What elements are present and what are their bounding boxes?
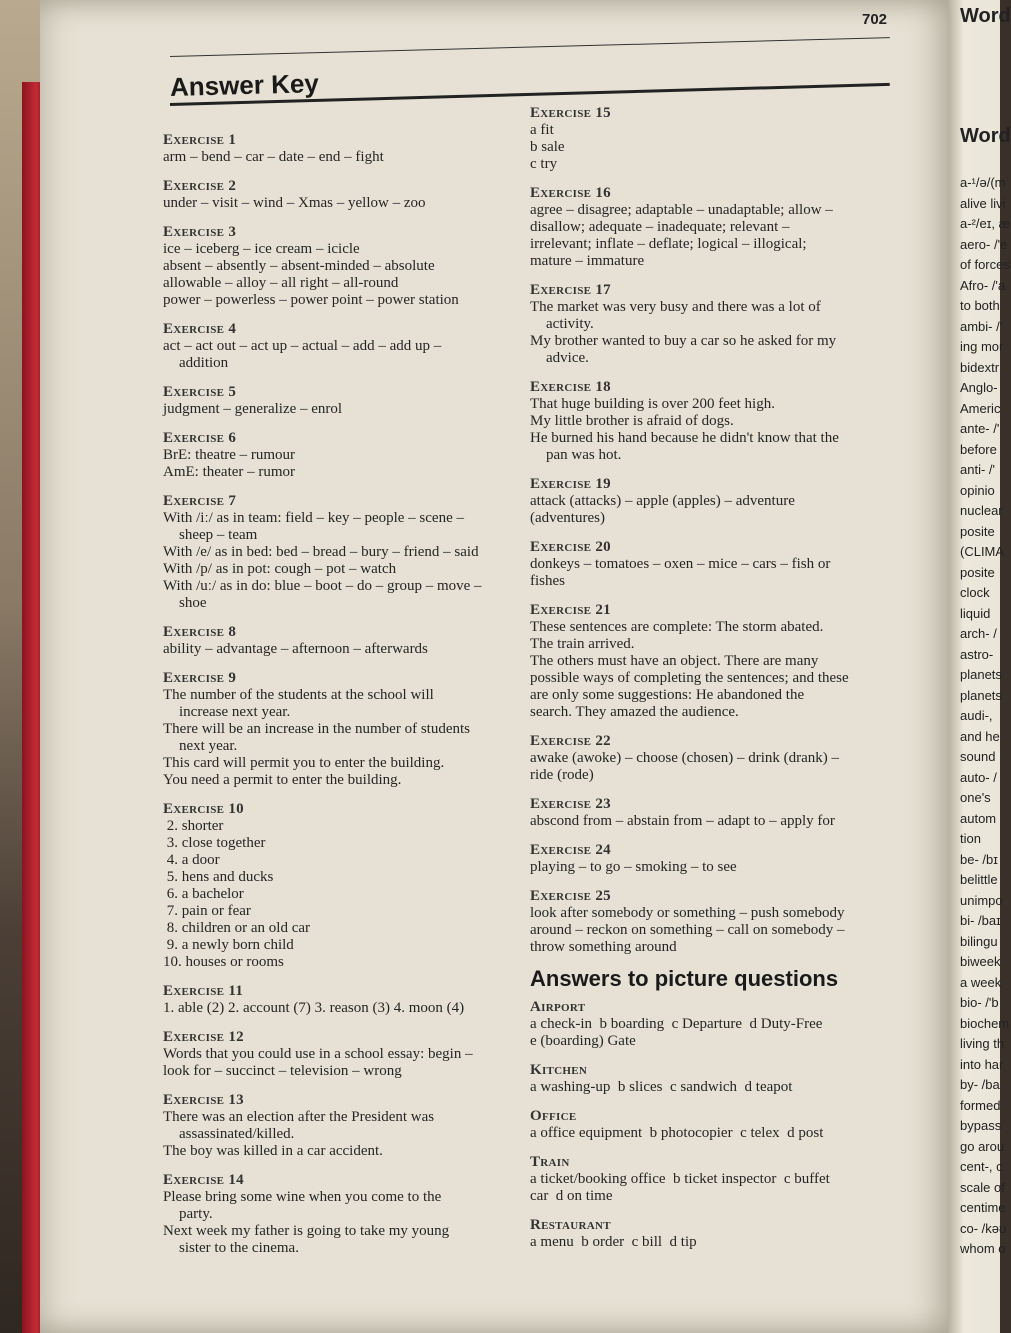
answer-line: look after somebody or something – push somebody bbox=[530, 905, 845, 921]
answer-line: irrelevant; inflate – deflate; logical – illogical; bbox=[530, 236, 807, 252]
facing-page-fragment: aero- /'e bbox=[960, 236, 1008, 252]
facing-page-fragment: living th bbox=[960, 1036, 1005, 1051]
exercise-heading: Exercise 5 bbox=[163, 384, 237, 400]
exercise-heading: Exercise 2 bbox=[163, 178, 237, 194]
answer-line: 5. hens and ducks bbox=[163, 869, 274, 885]
exercise-block bbox=[163, 624, 513, 658]
facing-page-fragment: Word bbox=[960, 125, 1011, 147]
answer-line: awake (awoke) – choose (chosen) – drink (drank) – bbox=[530, 750, 840, 766]
answer-line: addition bbox=[179, 355, 229, 371]
facing-page-fragment: opinio bbox=[960, 482, 995, 498]
answer-line: next year. bbox=[179, 738, 238, 754]
answer-line: a menu b order c bill d tip bbox=[530, 1234, 697, 1250]
answer-line: e (boarding) Gate bbox=[530, 1033, 636, 1049]
exercise-block bbox=[530, 733, 910, 784]
exercise-block bbox=[530, 185, 910, 270]
facing-page-fragment: bypass bbox=[960, 1118, 1002, 1133]
facing-page-fragment: unimpo bbox=[960, 892, 1003, 908]
exercise-block bbox=[163, 1029, 513, 1080]
facing-page-fragment: sound bbox=[960, 749, 996, 764]
exercise-heading: Exercise 15 bbox=[530, 105, 611, 121]
facing-page-fragment: alive livi bbox=[960, 195, 1006, 211]
facing-page-fragment: bidextr bbox=[960, 359, 1000, 375]
answer-line: abscond from – abstain from – adapt to – apply for bbox=[530, 813, 835, 829]
facing-page-fragment: arch- / bbox=[960, 626, 997, 641]
exercise-block bbox=[163, 1092, 513, 1160]
answer-line: a fit bbox=[530, 122, 554, 138]
exercise-heading: Exercise 21 bbox=[530, 602, 611, 618]
exercise-block bbox=[530, 888, 910, 956]
answer-line: possible ways of completing the sentences; and these bbox=[530, 670, 849, 686]
facing-page-fragment: astro- bbox=[960, 646, 994, 662]
picture-answer-block bbox=[530, 1154, 910, 1205]
answer-line: You need a permit to enter the building. bbox=[163, 772, 402, 788]
page-number: 702 bbox=[862, 11, 888, 28]
answer-line: 4. a door bbox=[163, 852, 220, 868]
answer-line: The number of the students at the school will bbox=[163, 687, 434, 703]
answer-line: 1. able (2) 2. account (7) 3. reason (3) 4. moon (4) bbox=[163, 1000, 465, 1016]
facing-page-fragment: posite bbox=[960, 564, 995, 580]
answer-line: ability – advantage – afternoon – afterwards bbox=[163, 641, 428, 657]
facing-page-fragment: planets bbox=[960, 687, 1002, 703]
answer-line: My brother wanted to buy a car so he asked for my bbox=[530, 333, 837, 349]
answer-line: ice – iceberg – ice cream – icicle bbox=[163, 241, 360, 257]
picture-answer-heading: Train bbox=[530, 1154, 570, 1170]
answer-line: The boy was killed in a car accident. bbox=[163, 1143, 383, 1159]
answer-line: The train arrived. bbox=[530, 636, 635, 652]
answer-line: b sale bbox=[530, 139, 565, 155]
picture-answer-heading: Office bbox=[530, 1108, 577, 1124]
exercise-block bbox=[163, 321, 513, 372]
facing-page-fragment: bi- /baɪ bbox=[960, 913, 1001, 928]
answer-line: a check-in b boarding c Departure d Duty-Free bbox=[530, 1016, 823, 1032]
facing-page-fragment: biochem bbox=[960, 1015, 1010, 1031]
exercise-block bbox=[163, 430, 513, 481]
exercise-block bbox=[163, 384, 513, 418]
exercise-block bbox=[530, 476, 910, 527]
exercise-heading: Exercise 14 bbox=[163, 1172, 244, 1188]
answer-line: The others must have an object. There are many bbox=[530, 653, 819, 669]
facing-page-fragment: before bbox=[960, 441, 997, 457]
answer-line: act – act out – act up – actual – add – add up – bbox=[163, 338, 442, 354]
facing-page-fragment: into har bbox=[960, 1056, 1004, 1072]
exercise-heading: Exercise 6 bbox=[163, 430, 237, 446]
answer-line: 2. shorter bbox=[163, 818, 224, 834]
exercise-heading: Exercise 23 bbox=[530, 796, 611, 812]
answer-line: With /e/ as in bed: bed – bread – bury – friend – said bbox=[163, 544, 479, 560]
facing-page-fragment: nuclear bbox=[960, 503, 1003, 518]
answer-line: judgment – generalize – enrol bbox=[163, 401, 343, 417]
facing-page-fragment: ing mor bbox=[960, 339, 1004, 354]
facing-page-fragment: tion bbox=[960, 831, 981, 846]
answer-line: absent – absently – absent-minded – absolute bbox=[163, 258, 435, 274]
exercise-heading: Exercise 13 bbox=[163, 1092, 244, 1108]
exercise-heading: Exercise 22 bbox=[530, 733, 611, 749]
facing-page-fragment: anti- /' bbox=[960, 462, 995, 477]
answer-line: sister to the cinema. bbox=[179, 1240, 299, 1256]
exercise-block bbox=[163, 132, 513, 166]
picture-answers-heading: Answers to picture questions bbox=[530, 966, 839, 991]
facing-page-fragment: a-¹/ə/(m bbox=[960, 175, 1006, 190]
facing-page-fragment: belittle bbox=[960, 872, 998, 887]
answer-line: 6. a bachelor bbox=[163, 886, 244, 902]
exercise-heading: Exercise 25 bbox=[530, 888, 611, 904]
exercise-block bbox=[163, 1172, 513, 1257]
exercise-heading: Exercise 17 bbox=[530, 282, 611, 298]
answer-line: mature – immature bbox=[530, 253, 645, 269]
facing-page-fragment: autom bbox=[960, 810, 997, 826]
answer-line: agree – disagree; adaptable – unadaptable; allow – bbox=[530, 202, 833, 218]
answer-line: There was an election after the President was bbox=[163, 1109, 435, 1125]
answer-line: This card will permit you to enter the building. bbox=[163, 755, 445, 771]
facing-page-fragment: bio- /'b bbox=[960, 995, 999, 1010]
answer-line: power – powerless – power point – power station bbox=[163, 292, 459, 308]
exercise-block bbox=[530, 539, 910, 590]
facing-page-fragment: of forces bbox=[960, 257, 1010, 272]
exercise-block bbox=[530, 602, 910, 721]
exercise-heading: Exercise 7 bbox=[163, 493, 237, 509]
exercise-heading: Exercise 4 bbox=[163, 321, 237, 337]
picture-answer-heading: Kitchen bbox=[530, 1062, 588, 1078]
facing-page-fragment: audi-, bbox=[960, 708, 993, 723]
facing-page-fragment: and he bbox=[960, 728, 1000, 744]
answer-line: a ticket/booking office b ticket inspector c buffet bbox=[530, 1171, 830, 1187]
picture-answer-block bbox=[530, 1062, 910, 1096]
answer-line: donkeys – tomatoes – oxen – mice – cars – fish or bbox=[530, 556, 831, 572]
exercise-heading: Exercise 16 bbox=[530, 185, 611, 201]
answer-line: These sentences are complete: The storm abated. bbox=[530, 619, 824, 635]
facing-page-fragment: (CLIMA bbox=[960, 544, 1005, 559]
answer-line: ride (rode) bbox=[530, 767, 594, 783]
facing-page-fragment: Americ bbox=[960, 400, 1001, 416]
exercise-block bbox=[163, 224, 513, 309]
facing-page-fragment: posite bbox=[960, 523, 995, 539]
facing-page-fragment: a week bbox=[960, 974, 1002, 990]
answer-line: 8. children or an old car bbox=[163, 920, 311, 936]
picture-answer-block bbox=[530, 1217, 910, 1251]
facing-page-fragment: by- /ba bbox=[960, 1077, 1000, 1092]
picture-answer-heading: Airport bbox=[530, 999, 586, 1015]
answer-line: disallow; adequate – inadequate; relevant – bbox=[530, 219, 790, 235]
answer-line: With /iː/ as in team: field – key – people – scene – bbox=[163, 510, 464, 526]
answer-line: AmE: theater – rumor bbox=[163, 464, 296, 480]
answer-line: around – reckon on something – call on somebody – bbox=[530, 922, 845, 938]
facing-page-fragment: co- /kəʊ bbox=[960, 1220, 1007, 1236]
facing-page-fragment: to both bbox=[960, 298, 1000, 313]
facing-page-fragment: biweek bbox=[960, 954, 1001, 969]
answer-line: advice. bbox=[546, 350, 589, 366]
facing-page-fragment: clock bbox=[960, 585, 990, 600]
answer-line: sheep – team bbox=[179, 527, 258, 543]
facing-page-fragment: Word bbox=[960, 5, 1011, 27]
exercise-heading: Exercise 1 bbox=[163, 132, 237, 148]
exercise-heading: Exercise 11 bbox=[163, 983, 244, 999]
facing-page-fragment: auto- / bbox=[960, 769, 997, 785]
exercise-block bbox=[163, 178, 513, 212]
facing-page-fragment: be- /bɪ bbox=[960, 851, 998, 867]
facing-page-fragment: whom o bbox=[960, 1241, 1006, 1256]
facing-page-fragment: planets bbox=[960, 667, 1002, 682]
exercise-heading: Exercise 9 bbox=[163, 670, 237, 686]
answer-line: fishes bbox=[530, 573, 565, 589]
exercise-heading: Exercise 12 bbox=[163, 1029, 244, 1045]
facing-page-fragment: Afro- /'a bbox=[960, 277, 1006, 293]
answer-line: increase next year. bbox=[179, 704, 291, 720]
answer-line: Next week my father is going to take my young bbox=[163, 1223, 450, 1239]
answer-line: pan was hot. bbox=[546, 447, 622, 463]
left-column bbox=[163, 132, 513, 1269]
exercise-heading: Exercise 10 bbox=[163, 801, 244, 817]
answer-line: The market was very busy and there was a lot of bbox=[530, 299, 821, 315]
answer-line: BrE: theatre – rumour bbox=[163, 447, 296, 463]
exercise-block bbox=[530, 282, 910, 367]
answer-line: He burned his hand because he didn't know that the bbox=[530, 430, 839, 446]
exercise-heading: Exercise 18 bbox=[530, 379, 611, 395]
exercise-heading: Exercise 8 bbox=[163, 624, 237, 640]
answer-line: allowable – alloy – all right – all-round bbox=[163, 275, 399, 291]
facing-page-fragment: formed bbox=[960, 1097, 1001, 1113]
answer-line: 7. pain or fear bbox=[163, 903, 251, 919]
answer-line: shoe bbox=[179, 595, 207, 611]
exercise-block bbox=[163, 801, 513, 971]
answer-line: a office equipment b photocopier c telex d post bbox=[530, 1125, 824, 1141]
facing-page-fragment: Anglo- bbox=[960, 380, 998, 395]
facing-page-fragment: one's bbox=[960, 790, 991, 805]
facing-page-fragment: ambi- /' bbox=[960, 318, 1003, 334]
answer-line: (adventures) bbox=[530, 510, 605, 526]
exercise-block bbox=[530, 796, 910, 830]
answer-line: under – visit – wind – Xmas – yellow – zoo bbox=[163, 195, 426, 211]
answer-line: throw something around bbox=[530, 939, 677, 955]
answer-line: c try bbox=[530, 156, 558, 172]
answer-line: a washing-up b slices c sandwich d teapot bbox=[530, 1079, 793, 1095]
answer-line: car d on time bbox=[530, 1188, 613, 1204]
exercise-heading: Exercise 19 bbox=[530, 476, 611, 492]
facing-page-fragment: ante- /' bbox=[960, 421, 1000, 436]
answer-line: party. bbox=[179, 1206, 213, 1222]
answer-line: look for – succinct – television – wrong bbox=[163, 1063, 402, 1079]
answer-line: With /p/ as in pot: cough – pot – watch bbox=[163, 561, 397, 577]
facing-page-fragment: centime bbox=[960, 1200, 1006, 1215]
answer-line: There will be an increase in the number of students bbox=[163, 721, 470, 737]
exercise-block bbox=[530, 379, 910, 464]
picture-answer-block bbox=[530, 1108, 910, 1142]
exercise-heading: Exercise 24 bbox=[530, 842, 611, 858]
answer-line: 10. houses or rooms bbox=[163, 954, 284, 970]
facing-page-fragment: bilingu bbox=[960, 933, 998, 949]
exercise-heading: Exercise 3 bbox=[163, 224, 237, 240]
answer-line: Please bring some wine when you come to the bbox=[163, 1189, 442, 1205]
answer-line: arm – bend – car – date – end – fight bbox=[163, 149, 384, 165]
answer-line: assassinated/killed. bbox=[179, 1126, 295, 1142]
exercise-block bbox=[530, 105, 910, 173]
page-title: Answer Key bbox=[169, 68, 320, 102]
facing-page-fragment: liquid bbox=[960, 605, 991, 621]
answer-line: With /uː/ as in do: blue – boot – do – group – move – bbox=[163, 578, 482, 594]
facing-page-fragment: a-²/eɪ, æ bbox=[960, 216, 1011, 231]
facing-page-fragment: go arou bbox=[960, 1138, 1005, 1154]
right-column bbox=[530, 105, 910, 1263]
answer-line: attack (attacks) – apple (apples) – adventure bbox=[530, 493, 795, 509]
facing-page-fragment: scale of bbox=[960, 1179, 1005, 1195]
picture-answer-block bbox=[530, 999, 910, 1050]
picture-answer-heading: Restaurant bbox=[530, 1217, 611, 1233]
answer-line: That huge building is over 200 feet high. bbox=[530, 396, 775, 412]
exercise-block bbox=[163, 493, 513, 612]
answer-line: My little brother is afraid of dogs. bbox=[530, 413, 734, 429]
answer-line: are only some suggestions: He abandoned the bbox=[530, 687, 805, 703]
exercise-block bbox=[163, 670, 513, 789]
answer-line: activity. bbox=[546, 316, 594, 332]
exercise-block bbox=[163, 983, 513, 1017]
exercise-block bbox=[530, 842, 910, 876]
answer-line: 9. a newly born child bbox=[163, 937, 294, 953]
answer-line: search. They amazed the audience. bbox=[530, 704, 739, 720]
answer-line: 3. close together bbox=[163, 835, 266, 851]
exercise-heading: Exercise 20 bbox=[530, 539, 611, 555]
answer-line: playing – to go – smoking – to see bbox=[530, 859, 737, 875]
facing-page bbox=[948, 0, 1011, 1333]
answer-line: Words that you could use in a school essay: begin – bbox=[163, 1046, 473, 1062]
facing-page-fragment: cent-, c bbox=[960, 1159, 1003, 1174]
